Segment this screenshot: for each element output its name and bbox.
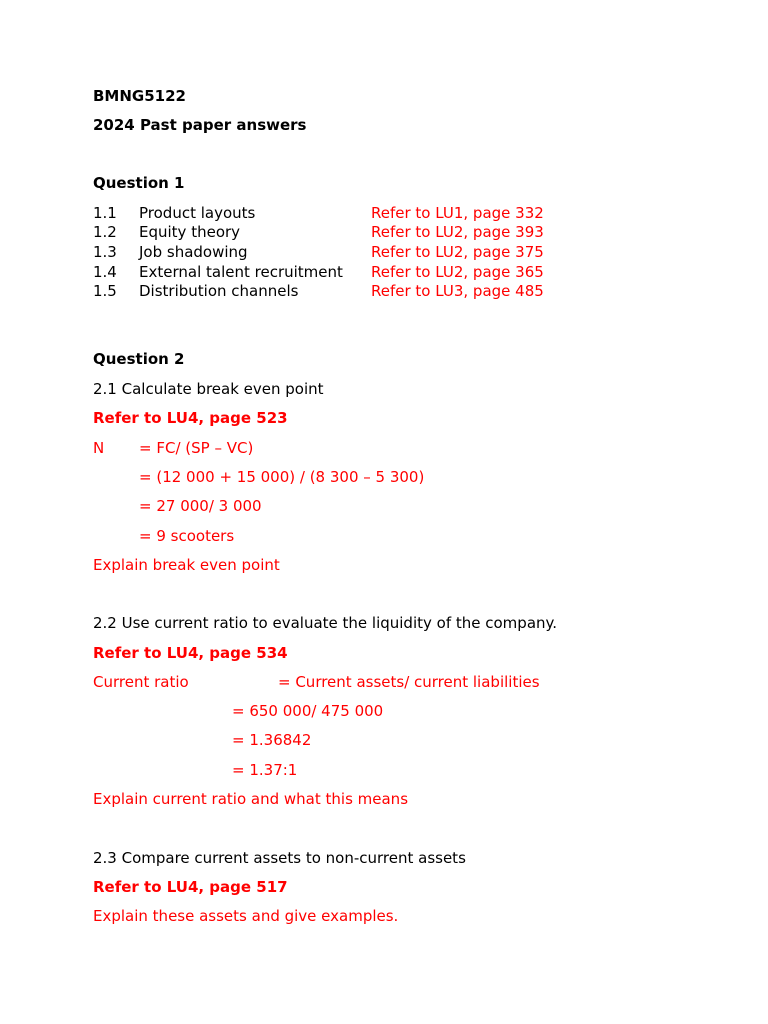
break-even-step: = (12 000 + 15 000) / (8 300 – 5 300) xyxy=(139,468,425,486)
item-topic: Equity theory xyxy=(139,223,241,241)
item-number: 1.2 xyxy=(93,223,117,241)
part-2-1-prompt: 2.1 Calculate break even point xyxy=(93,380,324,398)
item-reference: Refer to LU2, page 365 xyxy=(371,263,544,281)
item-topic: External talent recruitment xyxy=(139,263,343,281)
item-reference: Refer to LU1, page 332 xyxy=(371,204,544,222)
current-ratio-step: = Current assets/ current liabilities xyxy=(278,673,540,691)
document-subtitle: 2024 Past paper answers xyxy=(93,116,307,134)
part-2-3-prompt: 2.3 Compare current assets to non-current assets xyxy=(93,849,466,867)
item-number: 1.3 xyxy=(93,243,117,261)
course-code: BMNG5122 xyxy=(93,87,186,105)
item-number: 1.5 xyxy=(93,282,117,300)
current-ratio-result: = 1.37:1 xyxy=(232,761,298,779)
part-2-1-reference: Refer to LU4, page 523 xyxy=(93,409,288,427)
item-number: 1.1 xyxy=(93,204,117,222)
question-2-heading: Question 2 xyxy=(93,350,185,368)
break-even-label: N xyxy=(93,439,105,457)
item-topic: Job shadowing xyxy=(139,243,248,261)
item-number: 1.4 xyxy=(93,263,117,281)
item-topic: Distribution channels xyxy=(139,282,299,300)
part-2-1-note: Explain break even point xyxy=(93,556,280,574)
part-2-2-prompt: 2.2 Use current ratio to evaluate the liquidity of the company. xyxy=(93,614,558,632)
question-1-heading: Question 1 xyxy=(93,174,185,192)
current-ratio-step: = 1.36842 xyxy=(232,731,312,749)
break-even-step: = FC/ (SP – VC) xyxy=(139,439,254,457)
part-2-2-reference: Refer to LU4, page 534 xyxy=(93,644,288,662)
part-2-2-note: Explain current ratio and what this means xyxy=(93,790,409,808)
item-reference: Refer to LU2, page 393 xyxy=(371,223,544,241)
current-ratio-label: Current ratio xyxy=(93,673,189,691)
part-2-3-note: Explain these assets and give examples. xyxy=(93,907,399,925)
current-ratio-step: = 650 000/ 475 000 xyxy=(232,702,384,720)
item-reference: Refer to LU2, page 375 xyxy=(371,243,544,261)
break-even-result: = 9 scooters xyxy=(139,527,235,545)
item-reference: Refer to LU3, page 485 xyxy=(371,282,544,300)
break-even-step: = 27 000/ 3 000 xyxy=(139,497,262,515)
item-topic: Product layouts xyxy=(139,204,256,222)
part-2-3-reference: Refer to LU4, page 517 xyxy=(93,878,288,896)
